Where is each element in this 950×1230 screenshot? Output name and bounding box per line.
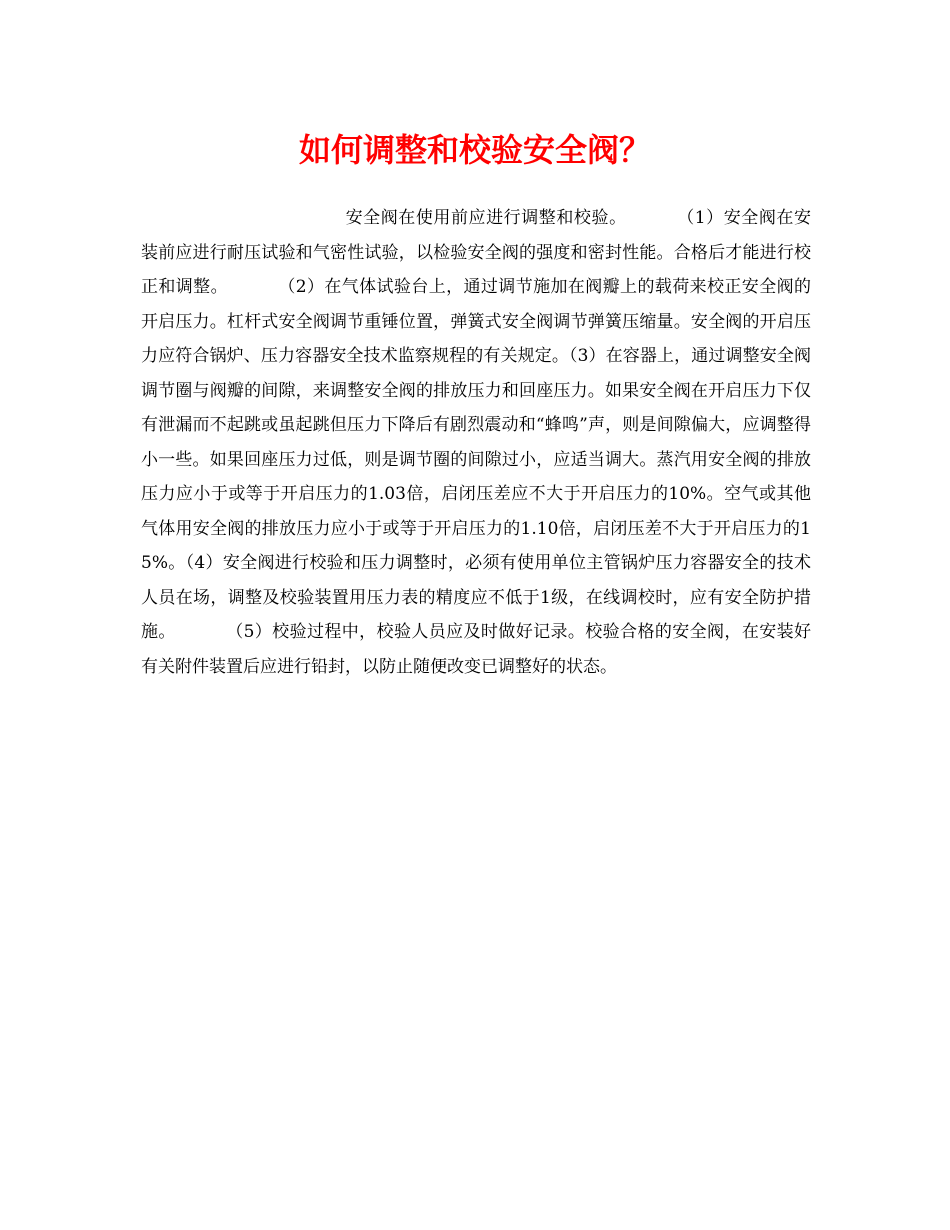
document-body — [141, 201, 811, 684]
item-4-text: （4）安全阀进行校验和压力调整时，必须有使用单位主管锅炉压力容器安全的技术人员在场，调整及校验装置用压力表的精度应不低于1级，在线调校时，应有安全防护措施。 — [141, 553, 811, 642]
document-title: 如何调整和校验安全阀？ — [298, 131, 651, 169]
item-1-text: （1）安全阀在安装前应进行耐压试验和气密性试验，以检验安全阀的强度和密封性能。合格后才能进行校正和调整。 — [141, 208, 811, 297]
intro-text: 安全阀在使用前应进行调整和校验。 — [345, 208, 627, 228]
item-2-text: （2）在气体试验台上，通过调节施加在阀瓣上的载荷来校正安全阀的开启压力。杠杆式安全阀调节重锤位置，弹簧式安全阀调节弹簧压缩量。安全阀的开启压力应符合锅炉、压力容器安全技术监察规程的有关规定。 — [141, 277, 811, 366]
item-5-text: （5）校验过程中，校验人员应及时做好记录。校验合格的安全阀，在安装好有关附件装置后应进行铅封，以防止随便改变已调整好的状态。 — [141, 622, 811, 677]
item-3-text: （3）在容器上，通过调整安全阀调节圈与阀瓣的间隙，来调整安全阀的排放压力和回座压力。如果安全阀在开启压力下仅有泄漏而不起跳或虽起跳但压力下降后有剧烈震动和“蜂鸣”声，则是间隙偏大，应调整得小一些。如果回座压力过低，则是调节圈的间隙过小，应适当调大。蒸汽用安全阀的排放压力应小于或等于开启压力的1.03倍，启闭压差应不大于开启压力的10%。空气或其他气体用安全阀的排放压力应小于或等于开启压力的1.10倍，启闭压差不大于开启压力的15%。 — [141, 346, 811, 573]
